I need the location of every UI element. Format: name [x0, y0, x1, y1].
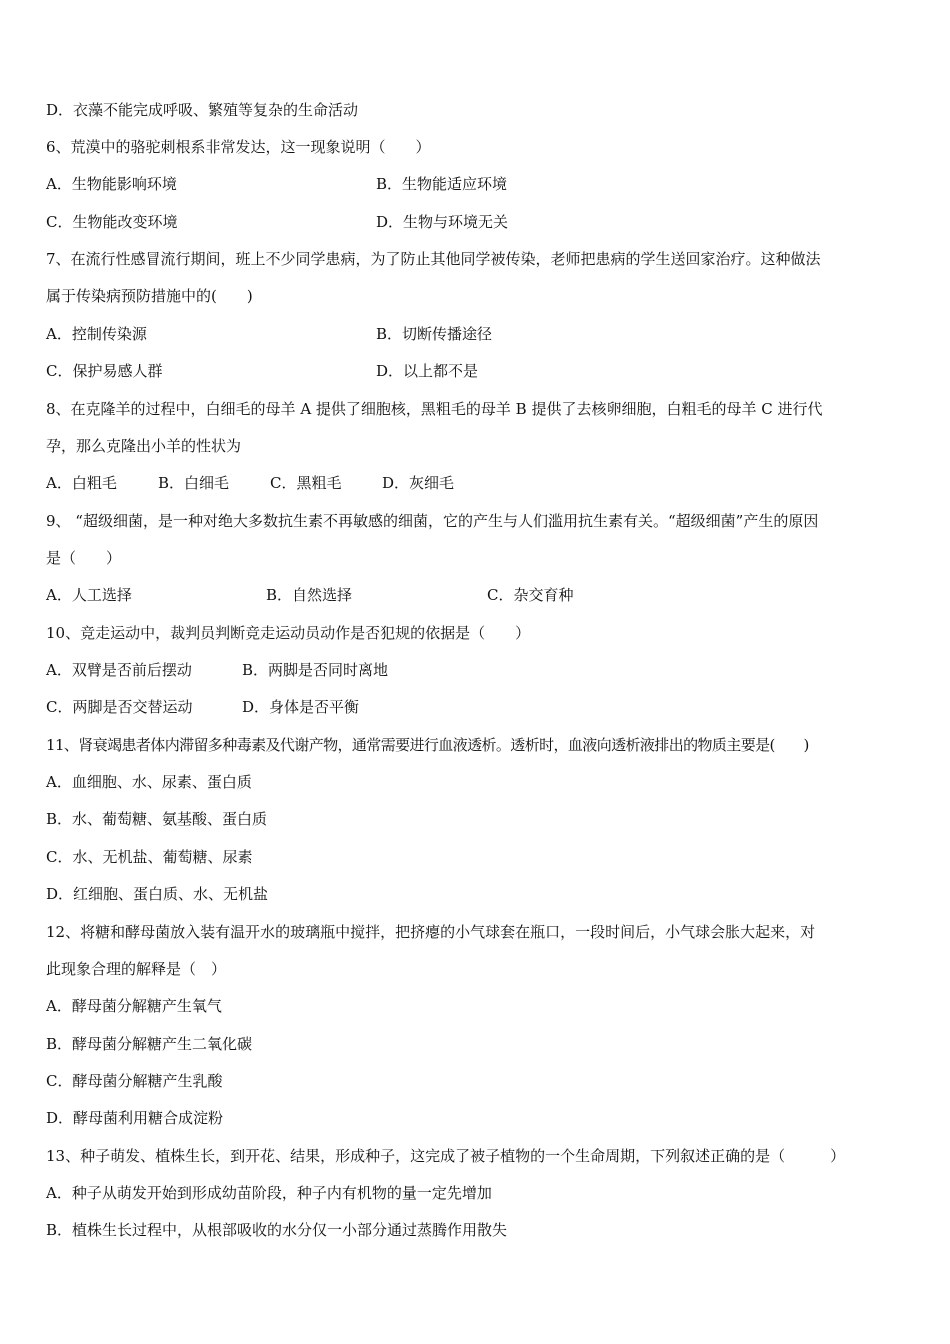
- q10-options-row-2: [46, 695, 906, 719]
- q10-option-a: A．双臂是否前后摆动: [46, 661, 192, 679]
- q7-option-d: D．以上都不是: [376, 362, 479, 380]
- q10-option-c: C．两脚是否交替运动: [46, 698, 193, 716]
- q6-options-row-1: [46, 172, 906, 196]
- q10-option-b: B．两脚是否同时离地: [242, 661, 389, 679]
- q6-option-d: D．生物与环境无关: [376, 213, 509, 231]
- q13-stem: 13、种子萌发、植株生长，到开花、结果，形成种子，这完成了被子植物的一个生命周期，下列叙述正确的是（ ）: [46, 1147, 846, 1165]
- q8-option-c: C．黑粗毛: [270, 474, 342, 492]
- q9-option-a: A．人工选择: [46, 586, 132, 604]
- q12-option-b: B．酵母菌分解糖产生二氧化碳: [46, 1035, 253, 1053]
- q7-stem-line-2: 属于传染病预防措施中的( ): [46, 287, 253, 305]
- q8-stem-line-1: 8、在克隆羊的过程中，白细毛的母羊 A 提供了细胞核，黑粗毛的母羊 B 提供了去核卵细胞，白粗毛的母羊 C 进行代: [46, 400, 823, 418]
- q11-option-a: A．血细胞、水、尿素、蛋白质: [46, 773, 252, 791]
- q7-option-b: B．切断传播途径: [376, 325, 493, 343]
- q10-option-d: D．身体是否平衡: [242, 698, 360, 716]
- q9-stem-line-2: 是（ ）: [46, 549, 122, 567]
- q8-stem-line-2: 孕，那么克隆出小羊的性状为: [46, 437, 242, 455]
- q6-option-a: A．生物能影响环境: [46, 175, 177, 193]
- q6-options-row-2: [46, 210, 906, 234]
- q11-option-b: B．水、葡萄糖、氨基酸、蛋白质: [46, 810, 268, 828]
- q11-option-c: C．水、无机盐、葡萄糖、尿素: [46, 848, 253, 866]
- q5-option-d: D．衣藻不能完成呼吸、繁殖等复杂的生命活动: [46, 101, 359, 119]
- q8-option-d: D．灰细毛: [382, 474, 455, 492]
- q9-option-c: C．杂交育种: [487, 586, 574, 604]
- q6-stem: 6、荒漠中的骆驼刺根系非常发达，这一现象说明（ ）: [46, 138, 431, 156]
- q12-stem-line-2: 此现象合理的解释是（ ）: [46, 960, 227, 978]
- q9-options-row: [46, 583, 906, 607]
- q12-option-d: D．酵母菌利用糖合成淀粉: [46, 1109, 224, 1127]
- q7-option-a: A．控制传染源: [46, 325, 147, 343]
- q10-options-row-1: [46, 658, 906, 682]
- q9-stem-line-1: 9、 “超级细菌，是一种对绝大多数抗生素不再敏感的细菌，它的产生与人们滥用抗生素有关。“超级细菌”产生的原因: [46, 512, 819, 530]
- q7-options-row-1: [46, 322, 906, 346]
- q12-option-a: A．酵母菌分解糖产生氧气: [46, 997, 222, 1015]
- q8-options-row: [46, 471, 906, 495]
- q10-stem: 10、竞走运动中，裁判员判断竞走运动员动作是否犯规的依据是（ ）: [46, 624, 531, 642]
- q11-option-d: D．红细胞、蛋白质、水、无机盐: [46, 885, 269, 903]
- q12-stem-line-1: 12、将糖和酵母菌放入装有温开水的玻璃瓶中搅拌，把挤瘪的小气球套在瓶口，一段时间后，小气球会胀大起来，对: [46, 923, 816, 941]
- q8-option-a: A．白粗毛: [46, 474, 117, 492]
- q8-option-b: B．白细毛: [158, 474, 230, 492]
- q13-option-a: A．种子从萌发开始到形成幼苗阶段，种子内有机物的量一定先增加: [46, 1184, 492, 1202]
- q7-stem-line-1: 7、在流行性感冒流行期间，班上不少同学患病，为了防止其他同学被传染，老师把患病的学生送回家治疗。这种做法: [46, 250, 821, 268]
- q9-option-b: B．自然选择: [266, 586, 353, 604]
- q7-option-c: C．保护易感人群: [46, 362, 163, 380]
- q6-option-c: C．生物能改变环境: [46, 213, 178, 231]
- q11-stem: 11、肾衰竭患者体内滞留多种毒素及代谢产物，通常需要进行血液透析。透析时，血液向透析液排出的物质主要是( ): [46, 736, 809, 754]
- q7-options-row-2: [46, 359, 906, 383]
- q12-option-c: C．酵母菌分解糖产生乳酸: [46, 1072, 223, 1090]
- q6-option-b: B．生物能适应环境: [376, 175, 508, 193]
- q13-option-b: B．植株生长过程中，从根部吸收的水分仅一小部分通过蒸腾作用散失: [46, 1221, 508, 1239]
